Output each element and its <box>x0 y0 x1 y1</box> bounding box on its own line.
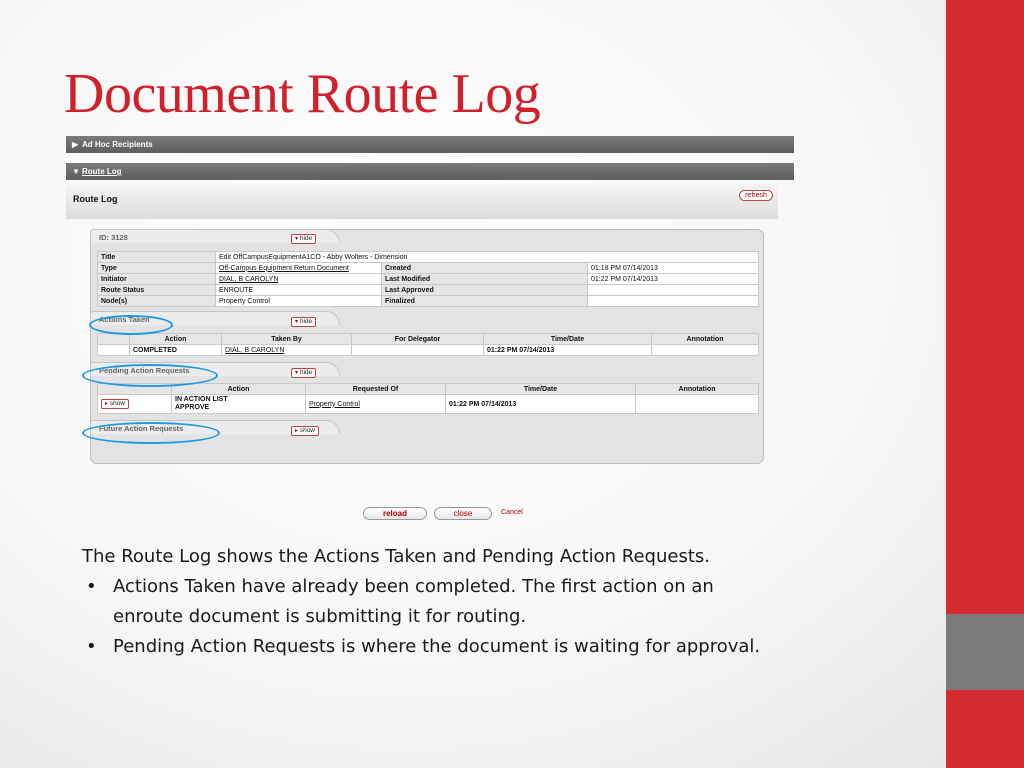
adhoc-recipients-bar[interactable] <box>66 136 794 153</box>
hide-label: hide <box>299 318 313 325</box>
refresh-button[interactable]: refresh <box>739 190 773 201</box>
toggle-right-icon: ▸ <box>105 401 109 407</box>
finalized-value <box>588 296 759 307</box>
bullet-glyph: • <box>86 576 97 597</box>
col-requested-of: Requested Of <box>306 384 446 395</box>
col-annotation: Annotation <box>636 384 759 395</box>
table-row <box>98 345 759 356</box>
created-value: 01:18 PM 07/14/2013 <box>588 263 759 274</box>
action-text: APPROVE <box>175 404 210 411</box>
slide-body <box>82 542 782 662</box>
time-cell: 01:22 PM 07/14/2013 <box>446 395 636 414</box>
spacer-header <box>98 334 130 345</box>
last-modified-label: Last Modified <box>382 274 588 285</box>
route-log-screenshot <box>66 136 794 466</box>
nodes-label: Node(s) <box>98 296 216 307</box>
taken-by-cell[interactable]: DIAL, B CAROLYN <box>222 345 352 356</box>
status-text: IN ACTION LIST <box>175 396 228 403</box>
nodes-value: Property Control <box>216 296 382 307</box>
created-label: Created <box>382 263 588 274</box>
col-action: Action <box>172 384 306 395</box>
annotation-cell <box>636 395 759 414</box>
requested-of-cell[interactable]: Property Control <box>306 395 446 414</box>
action-cell: COMPLETED <box>130 345 222 356</box>
initiator-label: Initiator <box>98 274 216 285</box>
bullet-text: Actions Taken have already been completed. The first action on an enroute document is submitting it for routing. <box>113 576 714 627</box>
hide-label: hide <box>299 235 313 242</box>
col-action: Action <box>130 334 222 345</box>
type-label: Type <box>98 263 216 274</box>
last-approved-label: Last Approved <box>382 285 588 296</box>
col-annotation: Annotation <box>652 334 759 345</box>
title-label: Title <box>98 252 216 263</box>
col-time-date: Time/Date <box>446 384 636 395</box>
col-for-delegator: For Delegator <box>352 334 484 345</box>
col-taken-by: Taken By <box>222 334 352 345</box>
pending-requests-highlight <box>82 364 218 387</box>
bullet-item <box>82 572 782 632</box>
adhoc-recipients-label: Ad Hoc Recipients <box>82 140 153 149</box>
title-value: Edit OffCampusEquipmentA1CO - Abby Wolters - Dimension <box>216 252 759 263</box>
finalized-label: Finalized <box>382 296 588 307</box>
show-label: show <box>109 400 126 407</box>
future-requests-highlight <box>82 422 220 444</box>
last-modified-value: 01:22 PM 07/14/2013 <box>588 274 759 285</box>
summary-table <box>97 251 759 307</box>
hide-pending-button[interactable] <box>291 368 316 378</box>
slide-title: Document Route Log <box>64 63 541 125</box>
hide-actions-button[interactable] <box>291 317 316 327</box>
toggle-right-icon: ▸ <box>295 428 299 434</box>
hide-summary-button[interactable] <box>291 234 316 244</box>
route-log-bar[interactable] <box>66 163 794 180</box>
show-cell <box>98 395 172 414</box>
annotation-cell <box>652 345 759 356</box>
actions-taken-highlight <box>89 315 173 335</box>
show-future-button[interactable] <box>291 426 319 436</box>
initiator-value[interactable]: DIAL, B CAROLYN <box>216 274 382 285</box>
right-gray-block <box>946 614 1024 690</box>
cancel-link[interactable]: Cancel <box>501 509 523 516</box>
bullet-text: Pending Action Requests is where the document is waiting for approval. <box>113 636 761 657</box>
route-status-value: ENROUTE <box>216 285 382 296</box>
type-value[interactable]: Off-Campus Equipment Return Document <box>216 263 382 274</box>
intro-paragraph: The Route Log shows the Actions Taken and Pending Action Requests. <box>82 546 711 567</box>
reload-button[interactable]: reload <box>363 507 427 520</box>
toggle-down-icon: ▾ <box>295 319 299 325</box>
show-detail-button[interactable] <box>101 399 129 409</box>
actions-taken-table <box>97 333 759 356</box>
actions-taken-label: Actions Taken <box>99 315 150 324</box>
bullet-item <box>82 632 782 662</box>
show-label: show <box>299 427 316 434</box>
route-log-bar-label: Route Log <box>82 167 122 176</box>
pending-requests-table <box>97 383 759 414</box>
close-button[interactable]: close <box>434 507 492 520</box>
future-requests-label: Future Action Requests <box>99 424 184 433</box>
expand-arrow-icon: ▶ <box>72 140 79 149</box>
delegator-cell <box>352 345 484 356</box>
doc-id: ID: 3128 <box>99 233 128 242</box>
toggle-down-icon: ▾ <box>295 236 299 242</box>
time-cell: 01:22 PM 07/14/2013 <box>484 345 652 356</box>
toggle-down-icon: ▾ <box>295 370 299 376</box>
route-log-header: Route Log <box>66 184 778 219</box>
last-approved-value <box>588 285 759 296</box>
action-cell <box>172 395 306 414</box>
route-status-label: Route Status <box>98 285 216 296</box>
band-edge <box>944 0 946 768</box>
spacer-cell <box>98 345 130 356</box>
hide-label: hide <box>299 369 313 376</box>
bullet-glyph: • <box>86 636 97 657</box>
col-time-date: Time/Date <box>484 334 652 345</box>
table-row <box>98 395 759 414</box>
collapse-arrow-icon: ▼ <box>72 167 80 176</box>
pending-requests-label: Pending Action Requests <box>99 366 190 375</box>
